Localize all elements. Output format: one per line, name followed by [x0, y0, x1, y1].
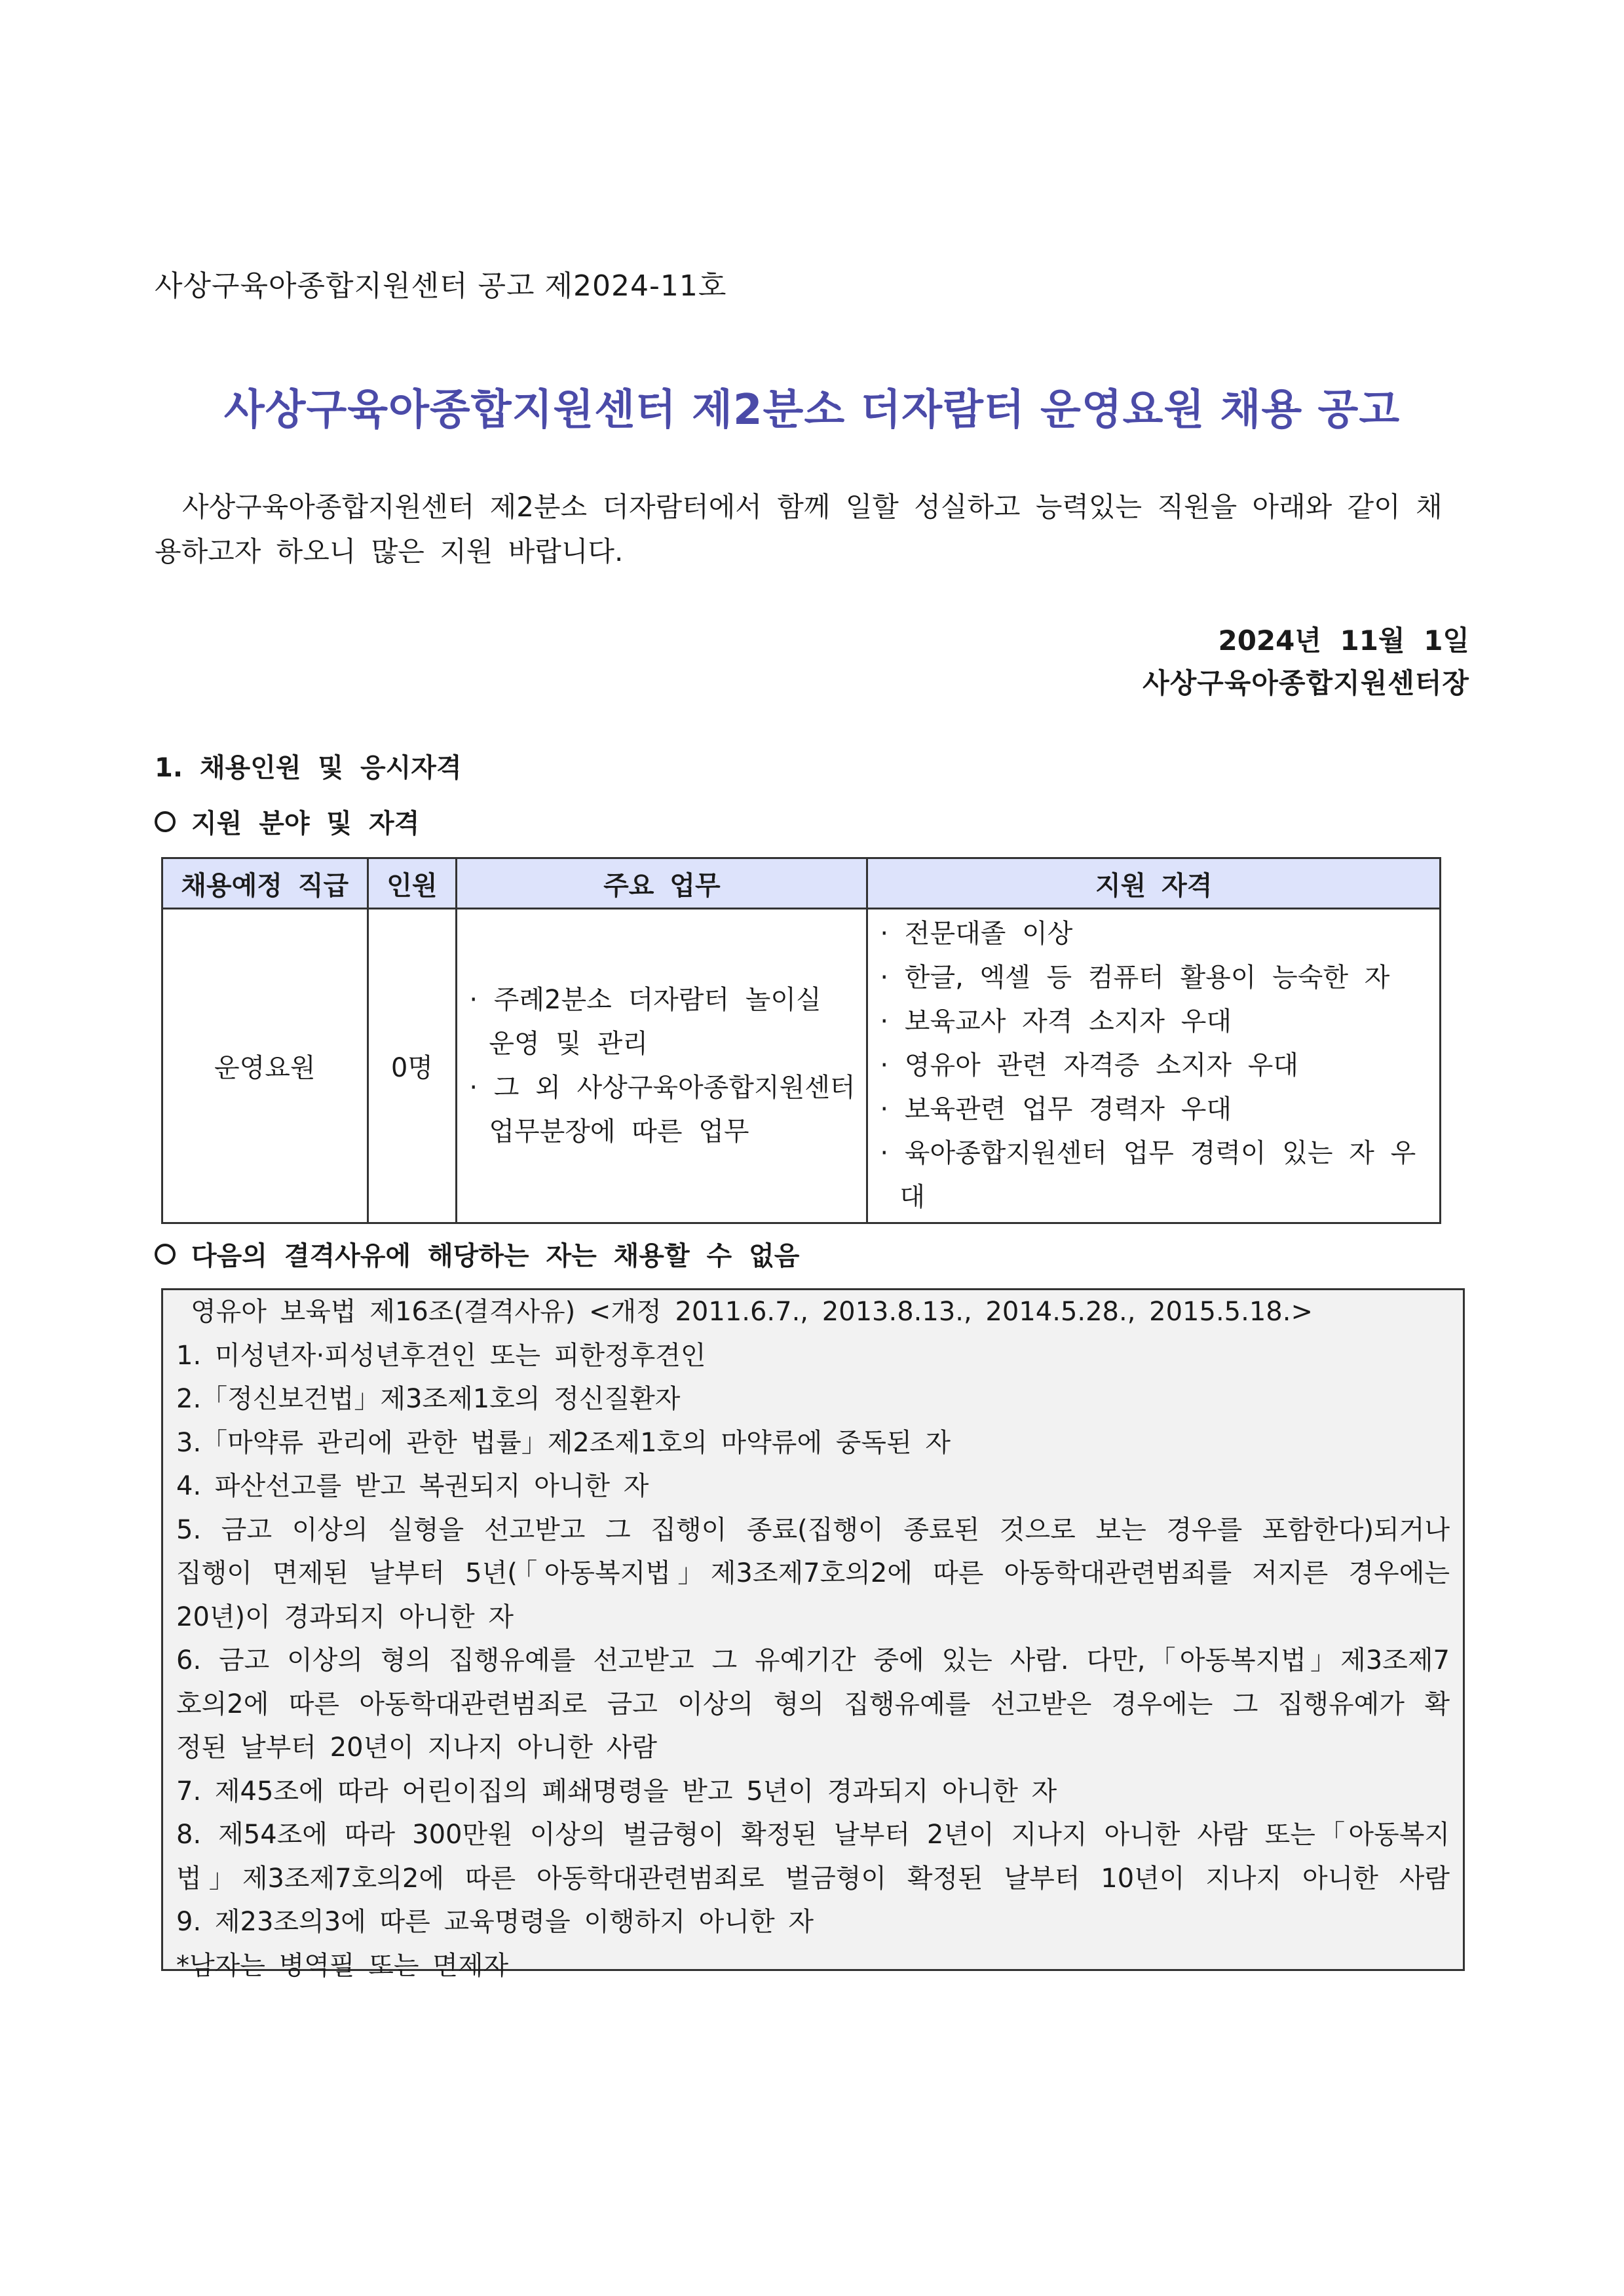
notice-date: 2024년 11월 1일 — [1218, 624, 1469, 657]
notice-signer: 사상구육아종합지원센터장 — [1142, 667, 1469, 699]
list-item: 4. 파산선고를 받고 복권되지 아니한 자 — [176, 1471, 649, 1501]
list-item: 6. 금고 이상의 형의 집행유예를 선고받고 그 유예기간 중에 있는 사람. 다만,「아동복지법」제3조제7 — [176, 1645, 1450, 1675]
notice-number: 사상구육아종합지원센터 공고 제2024-11호 — [155, 269, 727, 303]
list-item: *남자는 병역필 또는 면제자 — [176, 1950, 509, 1981]
list-item: 5. 금고 이상의 실형을 선고받고 그 집행이 종료(집행이 종료된 것으로 보는 경우를 포함한다)되거나 — [176, 1514, 1450, 1545]
cell-count: 0명 — [368, 909, 457, 1223]
list-item: 2.「정신보건법」제3조제1호의 정신질환자 — [176, 1384, 681, 1414]
qualification-item: · 영유아 관련 자격증 소지자 우대 — [880, 1050, 1298, 1081]
disqualification-box — [161, 1288, 1465, 1981]
circle-bullet-icon — [155, 1244, 176, 1265]
recruitment-table — [161, 857, 1441, 1224]
list-item: 3.「마약류 관리에 관한 법률」제2조제1호의 마약류에 중독된 자 — [176, 1427, 951, 1458]
list-item: 정된 날부터 20년이 지나지 아니한 사람 — [176, 1732, 658, 1763]
subheading-text: 지원 분야 및 자격 — [191, 809, 420, 839]
list-item: 집행이 면제된 날부터 5년(「아동복지법」제3조제7호의2에 따른 아동학대관련범죄를 저지른 경우에는 — [176, 1558, 1450, 1588]
header-position: 채용예정 직급 — [162, 858, 368, 909]
qualification-item: · 전문대졸 이상 — [880, 919, 1073, 949]
list-item: 호의2에 따른 아동학대관련범죄로 금고 이상의 형의 집행유예를 선고받은 경우에는 그 집행유예가 확 — [176, 1689, 1450, 1719]
table-row — [162, 909, 1441, 1223]
qualification-item: · 보육관련 업무 경력자 우대 — [880, 1094, 1232, 1124]
page-title: 사상구육아종합지원센터 제2분소 더자람터 운영요원 채용 공고 — [223, 386, 1401, 434]
cell-position: 운영요원 — [162, 909, 368, 1223]
law-header: 영유아 보육법 제16조(결격사유) <개정 2011.6.7., 2013.8.13., 2014.5.28., 2015.5.18.> — [191, 1297, 1313, 1327]
list-item: 법」제3조제7호의2에 따른 아동학대관련범죄로 벌금형이 확정된 날부터 10년이 지나지 아니한 사람 — [176, 1863, 1450, 1894]
header-duties: 주요 업무 — [457, 858, 867, 909]
intro-paragraph: 사상구육아종합지원센터 제2분소 더자람터에서 함께 일할 성실하고 능력있는 직원을 아래와 같이 채용하고자 하오니 많은 지원 바랍니다. — [155, 491, 1443, 567]
duty-item: · 그 외 사상구육아종합지원센터 업무분장에 따른 업무 — [469, 1072, 856, 1147]
section-heading: 1. 채용인원 및 응시자격 — [155, 753, 462, 783]
header-count: 인원 — [368, 858, 457, 909]
list-item: 1. 미성년자·피성년후견인 또는 피한정후견인 — [176, 1340, 706, 1371]
circle-bullet-icon — [155, 811, 176, 832]
qualification-item: · 보육교사 자격 소지자 우대 — [880, 1006, 1232, 1037]
qualification-item: · 육아종합지원센터 업무 경력이 있는 자 우대 — [880, 1138, 1416, 1212]
subheading-text: 다음의 결격사유에 해당하는 자는 채용할 수 없음 — [191, 1241, 800, 1271]
list-item: 7. 제45조에 따라 어린이집의 폐쇄명령을 받고 5년이 경과되지 아니한 자 — [176, 1776, 1057, 1807]
cell-duties — [457, 909, 867, 1223]
list-item: 20년)이 경과되지 아니한 자 — [176, 1601, 514, 1632]
subheading-disqualifications — [155, 1235, 799, 1272]
list-item: 9. 제23조의3에 따른 교육명령을 이행하지 아니한 자 — [176, 1907, 814, 1937]
table-header-row — [162, 858, 1441, 909]
subheading-positions — [155, 803, 419, 840]
duty-item: · 주례2분소 더자람터 놀이실 운영 및 관리 — [469, 984, 821, 1059]
header-qualifications: 지원 자격 — [867, 858, 1441, 909]
cell-qualifications — [867, 909, 1441, 1223]
qualification-item: · 한글, 엑셀 등 컴퓨터 활용이 능숙한 자 — [880, 963, 1390, 993]
list-item: 8. 제54조에 따라 300만원 이상의 벌금형이 확정된 날부터 2년이 지나지 아니한 사람 또는「아동복지 — [176, 1820, 1450, 1850]
